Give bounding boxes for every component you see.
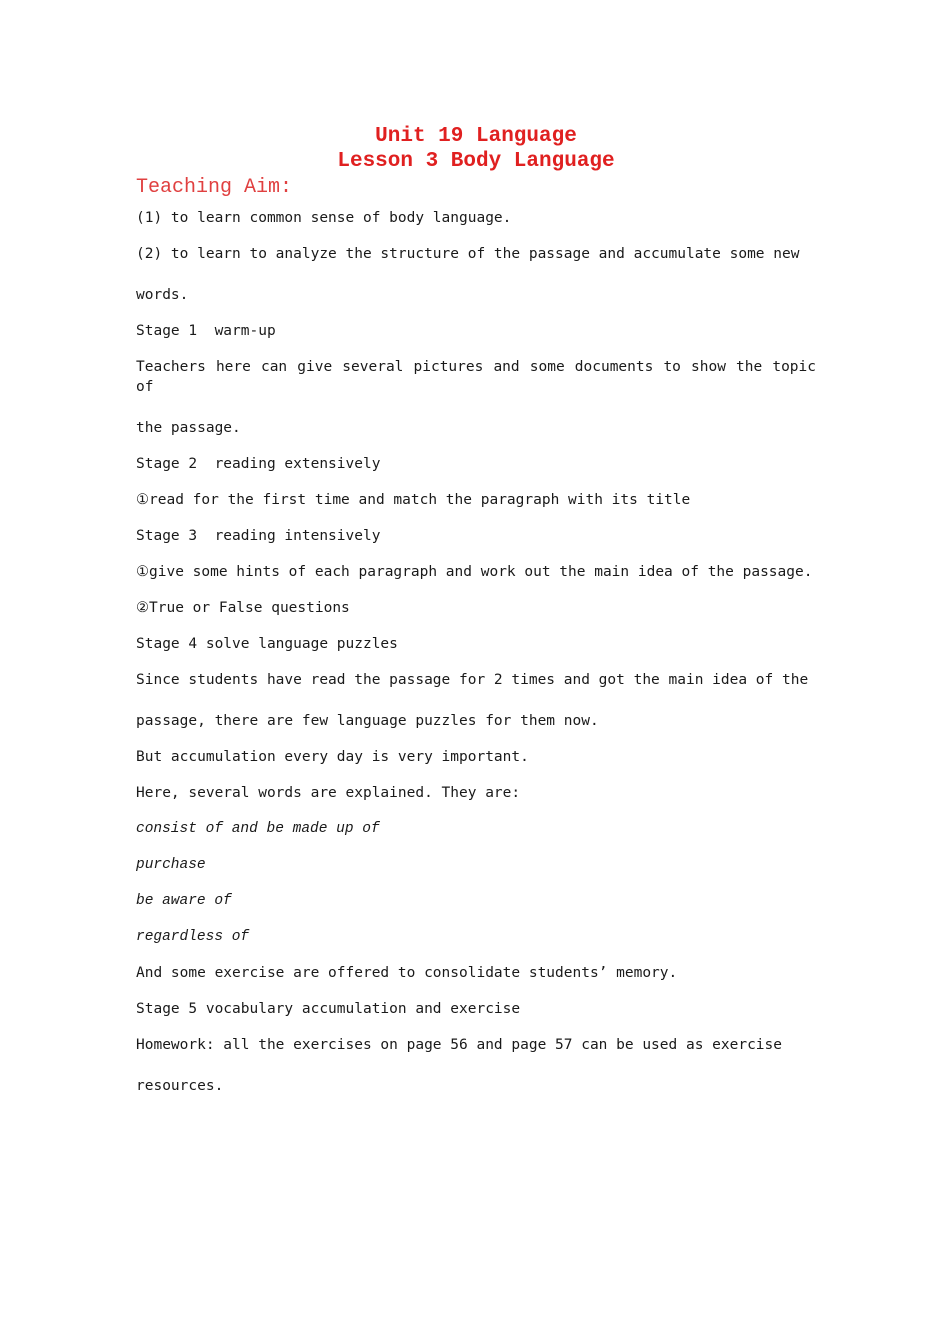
stage-5-heading: Stage 5 vocabulary accumulation and exercise	[136, 1001, 521, 1017]
stage-4-words-intro: Here, several words are explained. They are:	[136, 785, 521, 801]
stage-4-exercise-note: And some exercise are offered to consolidate students’ memory.	[136, 965, 678, 981]
title-unit: Unit 19 Language	[375, 125, 577, 148]
aim-item-2: (2) to learn to analyze the structure of the passage and accumulate some new	[136, 246, 800, 262]
stage-1-text-continued: the passage.	[136, 420, 241, 436]
homework-text: Homework: all the exercises on page 56 and page 57 can be used as exercise	[136, 1037, 783, 1053]
teaching-aim-heading: Teaching Aim:	[136, 176, 293, 199]
stage-4-text: Since students have read the passage for 2 times and got the main idea of the	[136, 672, 809, 688]
stage-3-item-1: ①give some hints of each paragraph and work out the main idea of the passage.	[136, 564, 813, 580]
stage-2-item-1: ①read for the first time and match the paragraph with its title	[136, 492, 691, 508]
stage-4-heading: Stage 4 solve language puzzles	[136, 636, 398, 652]
stage-3-heading: Stage 3 reading intensively	[136, 528, 381, 544]
stage-1-text: Teachers here can give several pictures and some documents to show the topic of	[136, 359, 825, 395]
title-lesson: Lesson 3 Body Language	[337, 150, 615, 173]
stage-3-item-2: ②True or False questions	[136, 600, 350, 616]
aim-item-1: (1) to learn common sense of body language.	[136, 210, 512, 226]
vocab-word: purchase	[136, 857, 206, 873]
stage-4-importance: But accumulation every day is very important.	[136, 749, 529, 765]
stage-4-text-continued: passage, there are few language puzzles for them now.	[136, 713, 599, 729]
stage-2-heading: Stage 2 reading extensively	[136, 456, 381, 472]
homework-text-continued: resources.	[136, 1078, 224, 1094]
vocab-word: regardless of	[136, 929, 250, 945]
stage-1-heading: Stage 1 warm-up	[136, 323, 276, 339]
vocab-word: be aware of	[136, 893, 232, 909]
vocab-word: consist of and be made up of	[136, 821, 380, 837]
document-page	[136, 124, 825, 1096]
document-title	[136, 124, 816, 174]
aim-item-2-continued: words.	[136, 287, 189, 303]
